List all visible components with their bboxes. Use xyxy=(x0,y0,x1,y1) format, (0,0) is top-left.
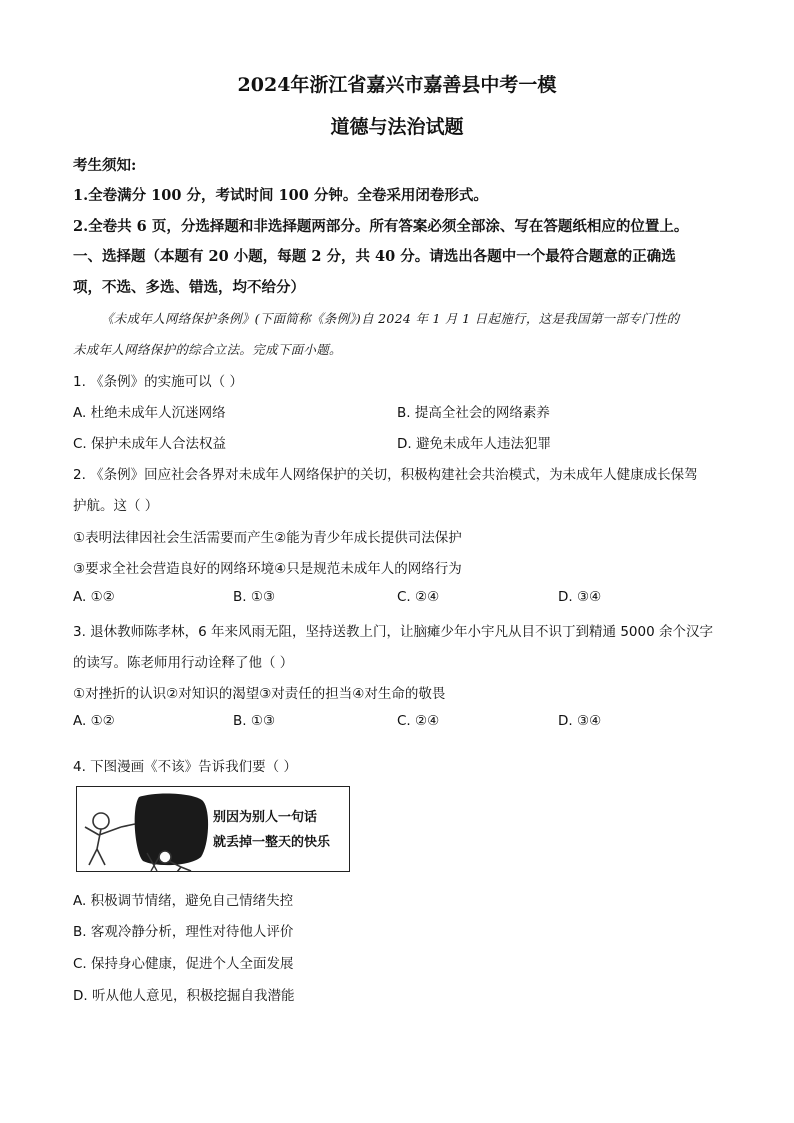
pointing-arm xyxy=(121,824,135,827)
comic-illustration xyxy=(77,787,350,872)
q4-stem: 4. 下图漫画《不该》告诉我们要（ ） xyxy=(73,759,297,775)
q2-option-b[interactable]: B. ①③ xyxy=(233,589,276,605)
material-line2: 未成年人网络保护的综合立法。完成下面小题。 xyxy=(73,342,342,357)
q1-option-a[interactable]: A. 杜绝未成年人沉迷网络 xyxy=(73,405,226,421)
q3-stem-line2: 的读写。陈老师用行动诠释了他（ ） xyxy=(73,655,294,671)
q3-statements: ①对挫折的认识②对知识的渴望③对责任的担当④对生命的敬畏 xyxy=(73,686,446,702)
q3-option-c[interactable]: C. ②④ xyxy=(397,713,440,729)
heavy-word-block xyxy=(135,794,208,866)
q2-stem-line1: 2. 《条例》回应社会各界对未成年人网络保护的关切，积极构建社会共治模式，为未成年人健康成长保驾 xyxy=(73,467,698,483)
q1-stem: 1. 《条例》的实施可以（ ） xyxy=(73,374,243,390)
q1-option-d[interactable]: D. 避免未成年人违法犯罪 xyxy=(397,436,551,452)
pointing-person-head xyxy=(93,813,109,829)
section1-instructions-line1: 一、选择题（本题有 20 小题，每题 2 分，共 40 分。请选出各题中一个最符合题意的正确选 xyxy=(73,248,676,265)
notice-item-1: 1.全卷满分 100 分，考试时间 100 分钟。全卷采用闭卷形式。 xyxy=(73,187,488,204)
q4-option-d[interactable]: D. 听从他人意见，积极挖掘自我潜能 xyxy=(73,988,295,1004)
q1-option-b[interactable]: B. 提高全社会的网络素养 xyxy=(397,405,550,421)
q2-stem-line2: 护航。这（ ） xyxy=(73,498,159,514)
q2-statements-1: ①表明法律因社会生活需要而产生②能为青少年成长提供司法保护 xyxy=(73,530,462,546)
q4-option-c[interactable]: C. 保持身心健康，促进个人全面发展 xyxy=(73,956,294,972)
q2-option-c[interactable]: C. ②④ xyxy=(397,589,440,605)
q3-option-a[interactable]: A. ①② xyxy=(73,713,115,729)
comic-caption-line2: 就丢掉一整天的快乐 xyxy=(213,835,331,850)
exam-subtitle: 道德与法治试题 xyxy=(330,116,464,138)
q1-option-c[interactable]: C. 保护未成年人合法权益 xyxy=(73,436,227,452)
q2-option-a[interactable]: A. ①② xyxy=(73,589,115,605)
q3-option-b[interactable]: B. ①③ xyxy=(233,713,276,729)
q4-option-a[interactable]: A. 积极调节情绪，避免自己情绪失控 xyxy=(73,893,294,909)
notice-item-2: 2.全卷共 6 页，分选择题和非选择题两部分。所有答案必须全部涂、写在答题纸相应的位置上。 xyxy=(73,218,689,235)
comic-image xyxy=(76,786,350,872)
q3-option-d[interactable]: D. ③④ xyxy=(558,713,602,729)
exam-title: 2024年浙江省嘉兴市嘉善县中考一模 xyxy=(237,74,557,96)
section1-instructions-line2: 项，不选、多选、错选，均不给分） xyxy=(73,279,305,296)
material-line1: 《未成年人网络保护条例》(下面简称《条例》)自 2024 年 1 月 1 日起施行，这是我国第一部专门性的 xyxy=(101,311,680,326)
comic-caption-line1: 别因为别人一句话 xyxy=(213,810,318,825)
q4-option-b[interactable]: B. 客观冷静分析，理性对待他人评价 xyxy=(73,924,294,940)
q3-stem-line1: 3. 退休教师陈孝林，6 年来风雨无阻，坚持送教上门，让脑瘫少年小宇凡从目不识丁到精通 5000 余个汉字 xyxy=(73,624,713,640)
notice-heading: 考生须知: xyxy=(73,157,137,174)
q2-statements-2: ③要求全社会营造良好的网络环境④只是规范未成年人的网络行为 xyxy=(73,561,462,577)
q2-option-d[interactable]: D. ③④ xyxy=(558,589,602,605)
pointing-person-body xyxy=(85,827,121,865)
